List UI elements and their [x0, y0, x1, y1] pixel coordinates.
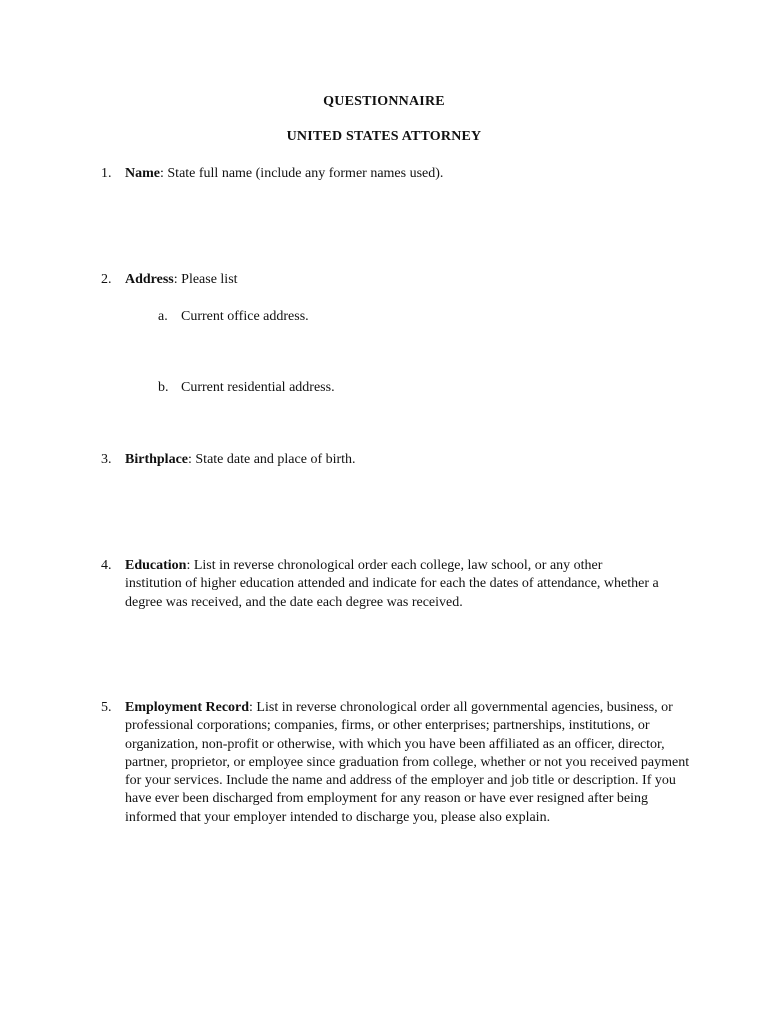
question-heading: Employment Record	[125, 700, 250, 715]
question-number: 1.	[101, 166, 112, 181]
question-item-name	[101, 165, 661, 183]
question-heading: Name	[125, 166, 160, 181]
question-number: 5.	[101, 700, 112, 715]
question-item-address	[101, 271, 661, 289]
question-number: 4.	[101, 558, 112, 573]
question-item-education	[101, 557, 661, 612]
question-body	[125, 699, 691, 827]
document-title: QUESTIONNAIRE	[323, 94, 445, 109]
question-number: 3.	[101, 452, 112, 467]
question-text: : State date and place of birth.	[188, 452, 356, 467]
question-body	[125, 271, 661, 289]
question-text: : List in reverse chronological order all governmental agencies, business, or professional corporations; companies, firms, or other enterprises; partnerships, institutions, or organization, non-profit or otherwise, with which you have been affiliated as an officer, director, partner, proprietor, or employee since graduation from college, whether or not you received payment for your services. Include the name and address of the employer and job title or description. If you have ever been discharged from employment for any reason or have ever resigned after being informed that your employer intended to discharge you, please also explain.	[125, 700, 690, 825]
question-body	[125, 165, 661, 183]
document-subtitle: UNITED STATES ATTORNEY	[286, 129, 482, 144]
question-heading: Education	[125, 558, 187, 573]
question-body	[125, 557, 661, 612]
question-text: : State full name (include any former names used).	[160, 166, 444, 181]
question-number: 2.	[101, 272, 112, 287]
question-heading: Address	[125, 272, 174, 287]
subitem-text: Current residential address.	[181, 380, 335, 395]
question-item-employment-record	[101, 699, 691, 827]
subitem-text: Current office address.	[181, 309, 309, 324]
question-item-birthplace	[101, 451, 661, 469]
subitem-residential-address	[158, 379, 335, 397]
subitem-letter: a.	[158, 309, 168, 324]
question-heading: Birthplace	[125, 452, 188, 467]
subitem-office-address	[158, 308, 309, 326]
subitem-letter: b.	[158, 380, 169, 395]
question-body	[125, 451, 661, 469]
question-text: : List in reverse chronological order each college, law school, or any other institution of higher education attended and indicate for each the dates of attendance, whether a degree was received, and the date each degree was received.	[125, 558, 659, 610]
question-text: : Please list	[173, 272, 238, 287]
